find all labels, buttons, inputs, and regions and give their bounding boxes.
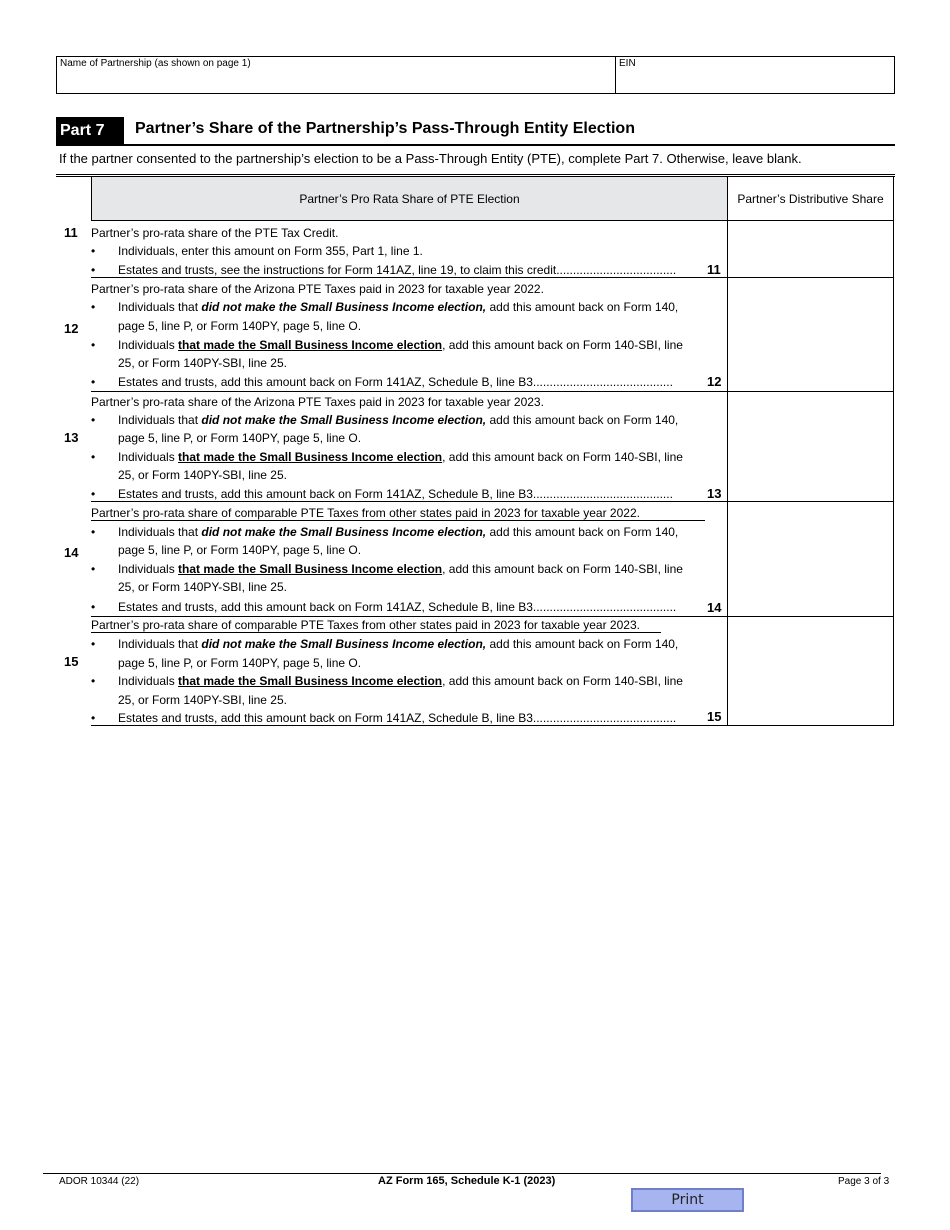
partnership-header-box (56, 56, 895, 94)
footer-rule (43, 1173, 881, 1174)
intro-underline (91, 520, 705, 521)
line-15-bullet-a: Individuals that did not make the Small Business Income election, add this amount back on Form 140, (118, 637, 679, 651)
line-14-bullet-b-cont: 25, or Form 140PY-SBI, line 25. (118, 580, 287, 594)
line-15-amount-field[interactable] (727, 616, 894, 726)
partnership-name-label: Name of Partnership (as shown on page 1) (60, 58, 251, 69)
line-13-intro: Partner’s pro-rata share of the Arizona PTE Taxes paid in 2023 for taxable year 2023. (91, 395, 544, 409)
row-divider (91, 391, 727, 392)
line-11-bullet-1: Individuals, enter this amount on Form 355, Part 1, line 1. (118, 244, 423, 258)
line-12-end-number: 12 (707, 374, 722, 389)
part-badge: Part 7 (56, 117, 124, 145)
line-15-end-number: 15 (707, 709, 722, 724)
line-13-bullet-b: Individuals that made the Small Business Income election, add this amount back on Form 140-SBI, line (118, 450, 683, 464)
bullet: • (91, 637, 96, 651)
bullet: • (91, 375, 96, 389)
line-12-amount-input[interactable] (728, 277, 893, 391)
line-11-amount-field[interactable] (727, 221, 894, 278)
bullet: • (91, 600, 96, 614)
bullet: • (91, 487, 96, 501)
line-15-intro: Partner’s pro-rata share of comparable PTE Taxes from other states paid in 2023 for taxable year 2023. (91, 618, 640, 632)
line-15-bullet-b: Individuals that made the Small Business Income election, add this amount back on Form 140-SBI, line (118, 674, 683, 688)
column-header-pro-rata: Partner’s Pro Rata Share of PTE Election (91, 177, 727, 221)
row-divider (91, 725, 727, 726)
line-15-number: 15 (64, 654, 79, 669)
line-14-amount-input[interactable] (728, 501, 893, 616)
line-15-bullet-c: Estates and trusts, add this amount back on Form 141AZ, Schedule B, line B3........................................... (118, 711, 677, 725)
line-12-bullet-a: Individuals that did not make the Small Business Income election, add this amount back on Form 140, (118, 300, 679, 314)
line-12-bullet-b-cont: 25, or Form 140PY-SBI, line 25. (118, 356, 287, 370)
line-11-amount-input[interactable] (728, 221, 893, 277)
column-header-distributive-share: Partner’s Distributive Share (727, 177, 894, 221)
row-divider (91, 616, 727, 617)
line-12-intro: Partner’s pro-rata share of the Arizona PTE Taxes paid in 2023 for taxable year 2022. (91, 282, 544, 296)
bullet: • (91, 711, 96, 725)
bullet: • (91, 300, 96, 314)
bullet: • (91, 525, 96, 539)
bullet: • (91, 244, 96, 258)
form-title: AZ Form 165, Schedule K-1 (2023) (378, 1175, 556, 1187)
line-15-bullet-b-cont: 25, or Form 140PY-SBI, line 25. (118, 693, 287, 707)
line-13-bullet-c: Estates and trusts, add this amount back on Form 141AZ, Schedule B, line B3.......................................... (118, 487, 673, 501)
line-14-number: 14 (64, 545, 79, 560)
line-11-number: 11 (64, 225, 78, 240)
line-11-bullet-2: Estates and trusts, see the instructions for Form 141AZ, line 19, to claim this credit.................................... (118, 263, 677, 277)
line-13-end-number: 13 (707, 486, 722, 501)
bullet: • (91, 450, 96, 464)
line-13-bullet-a: Individuals that did not make the Small Business Income election, add this amount back on Form 140, (118, 413, 679, 427)
line-13-amount-field[interactable] (727, 391, 894, 502)
bullet: • (91, 263, 96, 277)
bullet: • (91, 674, 96, 688)
line-13-bullet-b-cont: 25, or Form 140PY-SBI, line 25. (118, 468, 287, 482)
page-number: Page 3 of 3 (838, 1176, 890, 1187)
part-instruction: If the partner consented to the partnership’s election to be a Pass-Through Entity (PTE), complete Part 7. Otherwise, leave blank. (59, 151, 802, 166)
line-14-amount-field[interactable] (727, 501, 894, 617)
line-14-end-number: 14 (707, 600, 722, 615)
line-12-number: 12 (64, 321, 79, 336)
table-top-rule (56, 174, 895, 175)
line-12-bullet-b: Individuals that made the Small Business Income election, add this amount back on Form 140-SBI, line (118, 338, 683, 352)
bullet: • (91, 338, 96, 352)
row-divider (91, 501, 727, 502)
part-title: Partner’s Share of the Partnership’s Pass-Through Entity Election (135, 120, 635, 137)
intro-underline (91, 632, 661, 633)
form-id: ADOR 10344 (22) (59, 1176, 140, 1187)
ein-label: EIN (619, 58, 636, 69)
line-12-bullet-a-cont: page 5, line P, or Form 140PY, page 5, line O. (118, 319, 362, 333)
line-13-number: 13 (64, 430, 79, 445)
line-14-intro: Partner’s pro-rata share of comparable PTE Taxes from other states paid in 2023 for taxable year 2022. (91, 506, 640, 520)
line-14-bullet-a-cont: page 5, line P, or Form 140PY, page 5, line O. (118, 543, 362, 557)
ein-field[interactable] (616, 57, 894, 93)
line-15-bullet-a-cont: page 5, line P, or Form 140PY, page 5, line O. (118, 656, 362, 670)
line-11-intro: Partner’s pro-rata share of the PTE Tax Credit. (91, 226, 339, 240)
partnership-name-field[interactable] (57, 57, 616, 93)
line-13-amount-input[interactable] (728, 391, 893, 501)
bullet: • (91, 562, 96, 576)
bullet: • (91, 413, 96, 427)
line-14-bullet-a: Individuals that did not make the Small Business Income election, add this amount back on Form 140, (118, 525, 679, 539)
line-12-amount-field[interactable] (727, 277, 894, 392)
line-14-bullet-b: Individuals that made the Small Business Income election, add this amount back on Form 140-SBI, line (118, 562, 683, 576)
line-12-bullet-c: Estates and trusts, add this amount back on Form 141AZ, Schedule B, line B3.......................................... (118, 375, 673, 389)
line-11-end-number: 11 (707, 262, 721, 277)
line-15-amount-input[interactable] (728, 616, 893, 725)
print-button[interactable]: Print (631, 1188, 744, 1212)
line-13-bullet-a-cont: page 5, line P, or Form 140PY, page 5, line O. (118, 431, 362, 445)
part-divider (56, 144, 895, 146)
row-divider (91, 277, 727, 278)
line-14-bullet-c: Estates and trusts, add this amount back on Form 141AZ, Schedule B, line B3........................................... (118, 600, 677, 614)
